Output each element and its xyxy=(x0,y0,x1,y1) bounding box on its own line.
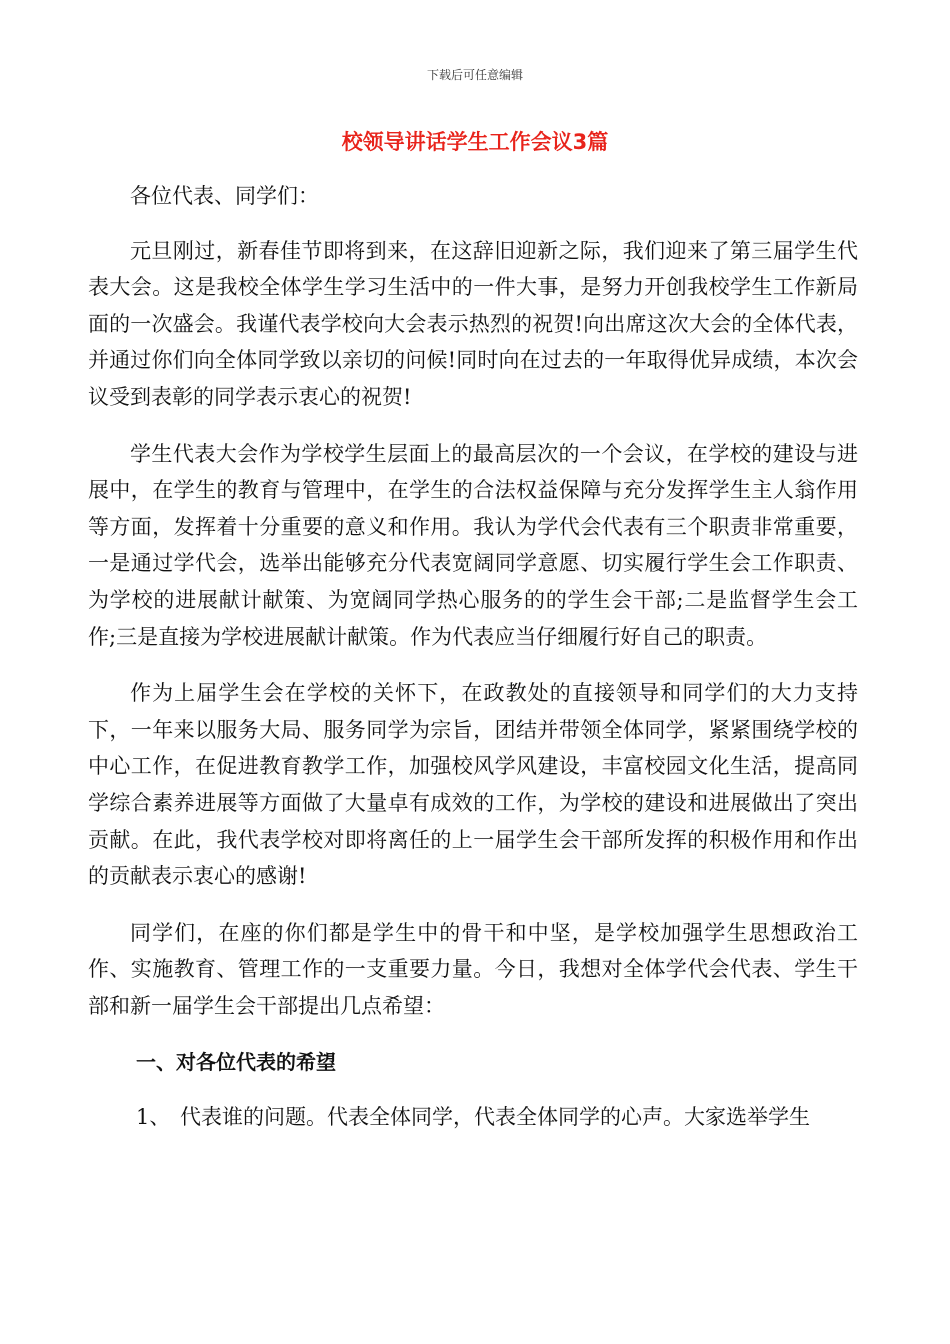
list-item xyxy=(88,1099,858,1136)
section-heading: 一、对各位代表的希望 xyxy=(136,1050,336,1075)
header-note: 下载后可任意编辑 xyxy=(426,68,523,82)
document-body xyxy=(88,178,858,1136)
salutation: 各位代表、同学们： xyxy=(130,184,319,208)
paragraph-2: 学生代表大会作为学校学生层面上的最高层次的一个会议，在学校的建设与进展中，在学生的教育与管理中，在学生的合法权益保障与充分发挥学生主人翁作用等方面，发挥着十分重要的意义和作用。我认为学代会代表有三个职责非常重要，一是通过学代会，选举出能够充分代表宽阔同学意愿、切实履行学生会工作职责、为学校的进展献计献策、为宽阔同学热心服务的的学生会干部;二是监督学生会工作;三是直接为学校进展献计献策。作为代表应当仔细履行好自己的职责。 xyxy=(88,441,858,649)
paragraph-3: 作为上届学生会在学校的关怀下，在政教处的直接领导和同学们的大力支持下，一年来以服务大局、服务同学为宗旨，团结并带领全体同学，紧紧围绕学校的中心工作，在促进教育教学工作，加强校风学风建设，丰富校园文化生活，提高同学综合素养进展等方面做了大量卓有成效的工作，为学校的建设和进展做出了突出贡献。在此，我代表学校对即将离任的上一届学生会干部所发挥的积极作用和作出的贡献表示衷心的感谢! xyxy=(88,681,858,889)
paragraph-4: 同学们，在座的你们都是学生中的骨干和中坚，是学校加强学生思想政治工作、实施教育、管理工作的一支重要力量。今日，我想对全体学代会代表、学生干部和新一届学生会干部提出几点希望： xyxy=(88,920,858,1018)
list-item-number: 1、 xyxy=(136,1105,171,1130)
paragraph-1: 元旦刚过，新春佳节即将到来，在这辞旧迎新之际，我们迎来了第三届学生代表大会。这是我校全体学生学习生活中的一件大事，是努力开创我校学生工作新局面的一次盛会。我谨代表学校向大会表示热烈的祝贺!向出席这次大会的全体代表，并通过你们向全体同学致以亲切的问候!同时向在过去的一年取得优异成绩，本次会议受到表彰的同学表示衷心的祝贺! xyxy=(88,238,858,409)
document-title: 校领导讲话学生工作会议3篇 xyxy=(341,130,609,154)
list-item-text: 代表谁的问题。代表全体同学，代表全体同学的心声。大家选举学生 xyxy=(180,1105,810,1130)
